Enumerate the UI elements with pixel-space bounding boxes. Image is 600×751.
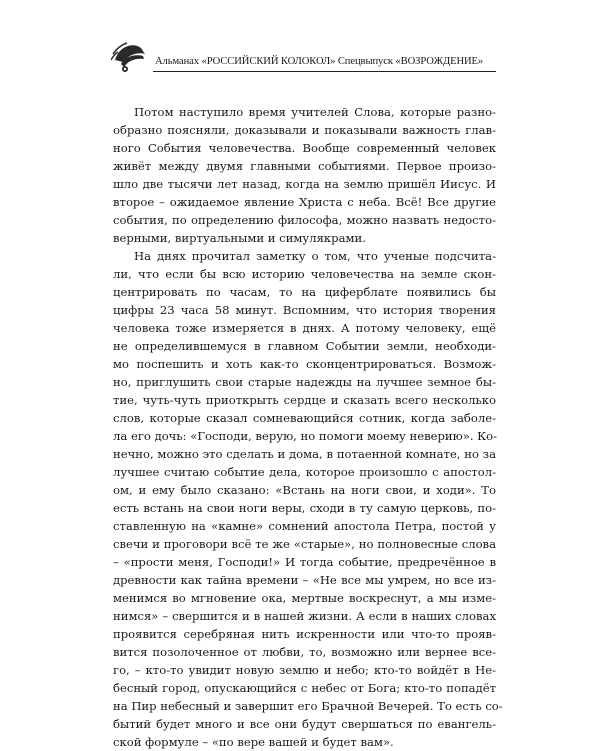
text-line: человека тоже измеряется в днях. А потому человеку, ещё [113, 321, 496, 335]
text-line: Потом наступило время учителей Слова, которые разно- [134, 105, 496, 119]
text-line: образно поясняли, доказывали и показывали важность глав- [113, 123, 496, 137]
text-line: ом, и ему было сказано: «Встань на ноги свои, и ходи». То [113, 483, 496, 497]
text-line: ставленную на «камне» сомнений апостола Петра, постой у [113, 519, 496, 533]
text-line: ла его дочь: «Господи, верую, но помоги моему неверию». Ко- [113, 429, 498, 443]
text-line: бесный город, опускающийся с небес от Бога; кто-то попадёт [113, 681, 496, 695]
text-line: мо поспешить и хоть как-то сконцентрироваться. Возмож- [113, 357, 496, 371]
text-line: цифры 23 часа 58 минут. Вспомним, что история творения [113, 303, 496, 317]
text-line: На днях прочитал заметку о том, что ученые подсчита- [134, 249, 496, 263]
text-line: верными, виртуальными и симулякрами. [113, 231, 366, 245]
text-line: нечно, можно это сделать и дома, в потаенной комнате, но за [113, 447, 496, 461]
text-line: не определившемуся в главном Событии земли, необходи- [113, 339, 496, 353]
text-line: вится позолоченное от любви, то, возможно или вернее все- [113, 645, 496, 659]
bell-logo-icon [111, 40, 151, 74]
text-line: есть встань на свои ноги веры, сходи в ту самую церковь, по- [113, 501, 496, 515]
text-line: ного События человечества. Вообще современный человек [113, 141, 496, 155]
text-line: – «прости меня, Господи!» И тогда событие, предречённое в [113, 555, 496, 569]
text-line: ли, что если бы всю историю человечества на земле скон- [113, 267, 496, 281]
text-line: менимся во мгновение ока, мертвые воскреснут, а мы изме- [113, 591, 496, 605]
text-line: тие, чуть-чуть приоткрыть сердце и сказать всего несколько [113, 393, 496, 407]
text-line: слов, которые сказал сомневающийся сотник, когда заболе- [113, 411, 496, 425]
text-line: ской формуле – «по вере вашей и будет вам». [113, 735, 394, 749]
text-line: но, приглушить свои старые надежды на лучшее земное бы- [113, 375, 496, 389]
text-line: свечи и проговори всё те же «старые», но полновесные слова [113, 537, 496, 551]
paragraph-2 [113, 247, 503, 751]
header-rule [153, 71, 496, 72]
text-line: второе – ожидаемое явление Христа с неба. Всё! Все другие [113, 195, 496, 209]
text-line: проявится серебряная нить искренности или что-то прояв- [113, 627, 496, 641]
text-line: бытий будет много и все они будут свершаться по евангель- [113, 717, 496, 731]
text-line: на Пир небесный и завершит его Брачной Вечерей. То есть со- [113, 699, 503, 713]
article-body [113, 103, 503, 751]
text-line: нимся» – свершится и в нашей жизни. А если в наших словах [113, 609, 496, 623]
header-title: Альманах «РОССИЙСКИЙ КОЛОКОЛ» Спецвыпуск «ВОЗРОЖДЕНИЕ» [155, 56, 484, 67]
text-line: живёт между двумя главными событиями. Первое произо- [113, 159, 496, 173]
running-header [111, 40, 496, 76]
text-line: лучшее считаю событие дела, которое произошло с апостол- [113, 465, 496, 479]
text-line: центрировать по часам, то на циферблате появились бы [113, 285, 496, 299]
paragraph-1 [113, 103, 496, 247]
text-line: шло две тысячи лет назад, когда на землю пришёл Иисус. И [113, 177, 496, 191]
text-line: го, – кто-то увидит новую землю и небо; кто-то войдёт в Не- [113, 663, 496, 677]
text-line: события, по определению философа, можно назвать недосто- [113, 213, 496, 227]
text-line: древности как тайна времени – «Не все мы умрем, но все из- [113, 573, 496, 587]
